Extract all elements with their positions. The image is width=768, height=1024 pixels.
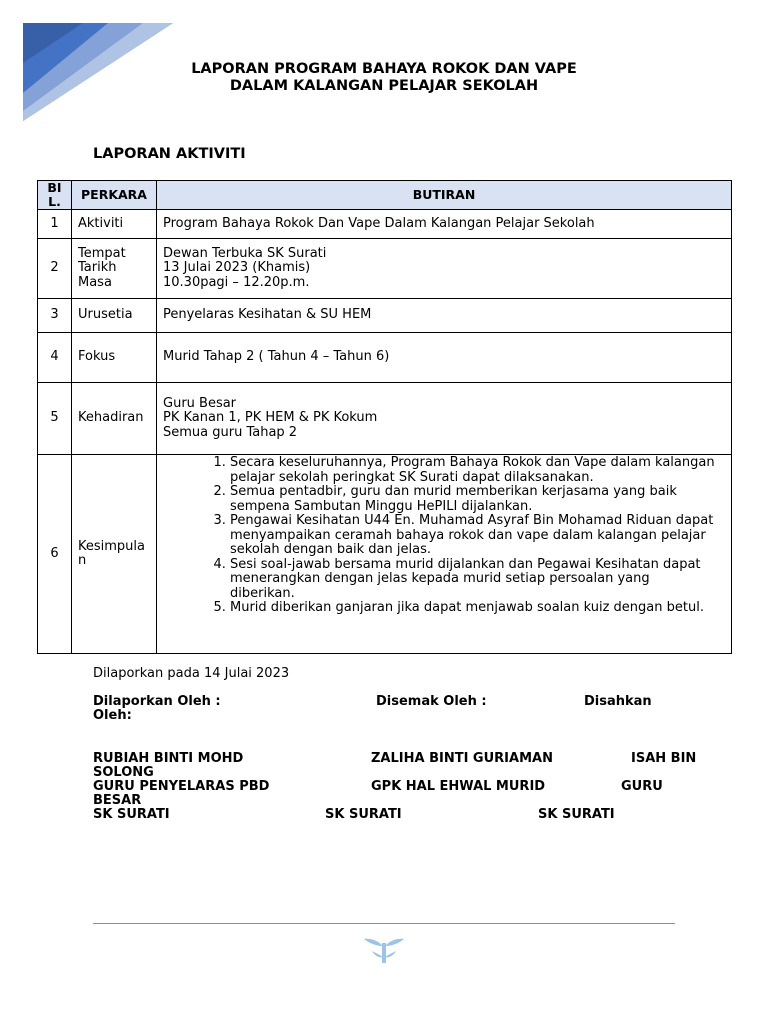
row-butiran: Murid Tahap 2 ( Tahun 4 – Tahun 6) <box>157 333 732 383</box>
signatory-position-3: GURU <box>621 779 663 794</box>
signatory-school-2: SK SURATI <box>325 807 402 822</box>
row-butiran <box>157 383 732 455</box>
row-perkara: Kehadiran <box>72 383 157 455</box>
kehadiran-line: PK Kanan 1, PK HEM & PK Kokum <box>163 410 378 426</box>
table-header-row <box>38 181 732 210</box>
row-perkara: Fokus <box>72 333 157 383</box>
row-butiran <box>157 455 732 654</box>
row-no: 1 <box>38 210 72 239</box>
approved-by-label: Disahkan <box>584 694 652 709</box>
row-perkara: Urusetia <box>72 299 157 333</box>
row-no: 6 <box>38 455 72 654</box>
signatory-school-3: SK SURATI <box>538 807 615 822</box>
table-row <box>38 239 732 299</box>
report-date: Dilaporkan pada 14 Julai 2023 <box>93 666 290 681</box>
signatory-position-3-cont: BESAR <box>93 793 142 808</box>
perkara-tarikh: Tarikh <box>78 260 117 276</box>
row-no: 2 <box>38 239 72 299</box>
signatory-name-1: RUBIAH BINTI MOHD <box>93 751 244 766</box>
signatory-name-3: ISAH BIN <box>631 751 697 766</box>
section-title: LAPORAN AKTIVITI <box>93 146 246 162</box>
title-line-1: LAPORAN PROGRAM BAHAYA ROKOK DAN VAPE <box>191 61 577 77</box>
signatory-name-3-cont: SOLONG <box>93 765 154 780</box>
butiran-tarikh: 13 Julai 2023 (Khamis) <box>163 260 311 276</box>
row-perkara: Aktiviti <box>72 210 157 239</box>
title-line-2: DALAM KALANGAN PELAJAR SEKOLAH <box>229 78 539 94</box>
conclusion-item: 3. Pengawai Kesihatan U44 En. Muhamad Asyraf Bin Mohamad Riduan dapat menyampaikan ceramah bahaya rokok dan vape dalam kalangan pelajar sekolah dengan baik dan jelas. <box>230 514 717 558</box>
reported-by-label: Dilaporkan Oleh : <box>93 694 221 709</box>
table-row <box>38 210 732 239</box>
conclusion-item: 4. Sesi soal-jawab bersama murid dijalankan dan Pegawai Kesihatan dapat menerangkan dengan jelas kepada murid setiap persoalan yang diberikan. <box>230 558 717 602</box>
row-no: 3 <box>38 299 72 333</box>
row-no: 4 <box>38 333 72 383</box>
header-perkara: PERKARA <box>72 181 157 210</box>
perkara-tempat: Tempat <box>78 245 126 261</box>
approved-by-label-cont: Oleh: <box>93 708 132 723</box>
signatory-position-2: GPK HAL EHWAL MURID <box>371 779 546 794</box>
conclusion-item: 1. Secara keseluruhannya, Program Bahaya Rokok dan Vape dalam kalangan pelajar sekolah peringkat SK Surati dapat dilaksanakan. <box>230 456 717 485</box>
table-row <box>38 455 732 654</box>
table-row <box>38 383 732 455</box>
kehadiran-line: Semua guru Tahap 2 <box>163 424 298 440</box>
kehadiran-line: Guru Besar <box>163 395 237 411</box>
row-butiran <box>157 239 732 299</box>
conclusion-item: 2. Semua pentadbir, guru dan murid memberikan kerjasama yang baik sempena Sambutan Minggu HePILI dijalankan. <box>230 485 717 514</box>
conclusion-item: 5. Murid diberikan ganjaran jika dapat menjawab soalan kuiz dengan betul. <box>230 601 717 616</box>
table-row <box>38 333 732 383</box>
footer-divider <box>93 923 675 924</box>
row-perkara: Kesimpulan <box>72 455 157 654</box>
butiran-masa: 10.30pagi – 12.20p.m. <box>163 274 310 290</box>
table-row <box>38 299 732 333</box>
row-no: 5 <box>38 383 72 455</box>
reviewed-by-label: Disemak Oleh : <box>376 694 487 709</box>
row-butiran: Program Bahaya Rokok Dan Vape Dalam Kalangan Pelajar Sekolah <box>157 210 732 239</box>
signatory-school-1: SK SURATI <box>93 807 170 822</box>
activity-table <box>37 180 732 654</box>
report-title <box>95 61 673 95</box>
row-butiran: Penyelaras Kesihatan & SU HEM <box>157 299 732 333</box>
butiran-tempat: Dewan Terbuka SK Surati <box>163 245 327 261</box>
footer-emblem-icon <box>362 935 406 965</box>
perkara-masa: Masa <box>78 274 112 290</box>
header-butiran: BUTIRAN <box>157 181 732 210</box>
conclusion-list <box>163 456 717 616</box>
signatory-position-1: GURU PENYELARAS PBD <box>93 779 270 794</box>
header-no: BI L. <box>38 181 72 210</box>
signatory-name-2: ZALIHA BINTI GURIAMAN <box>371 751 553 766</box>
row-perkara <box>72 239 157 299</box>
